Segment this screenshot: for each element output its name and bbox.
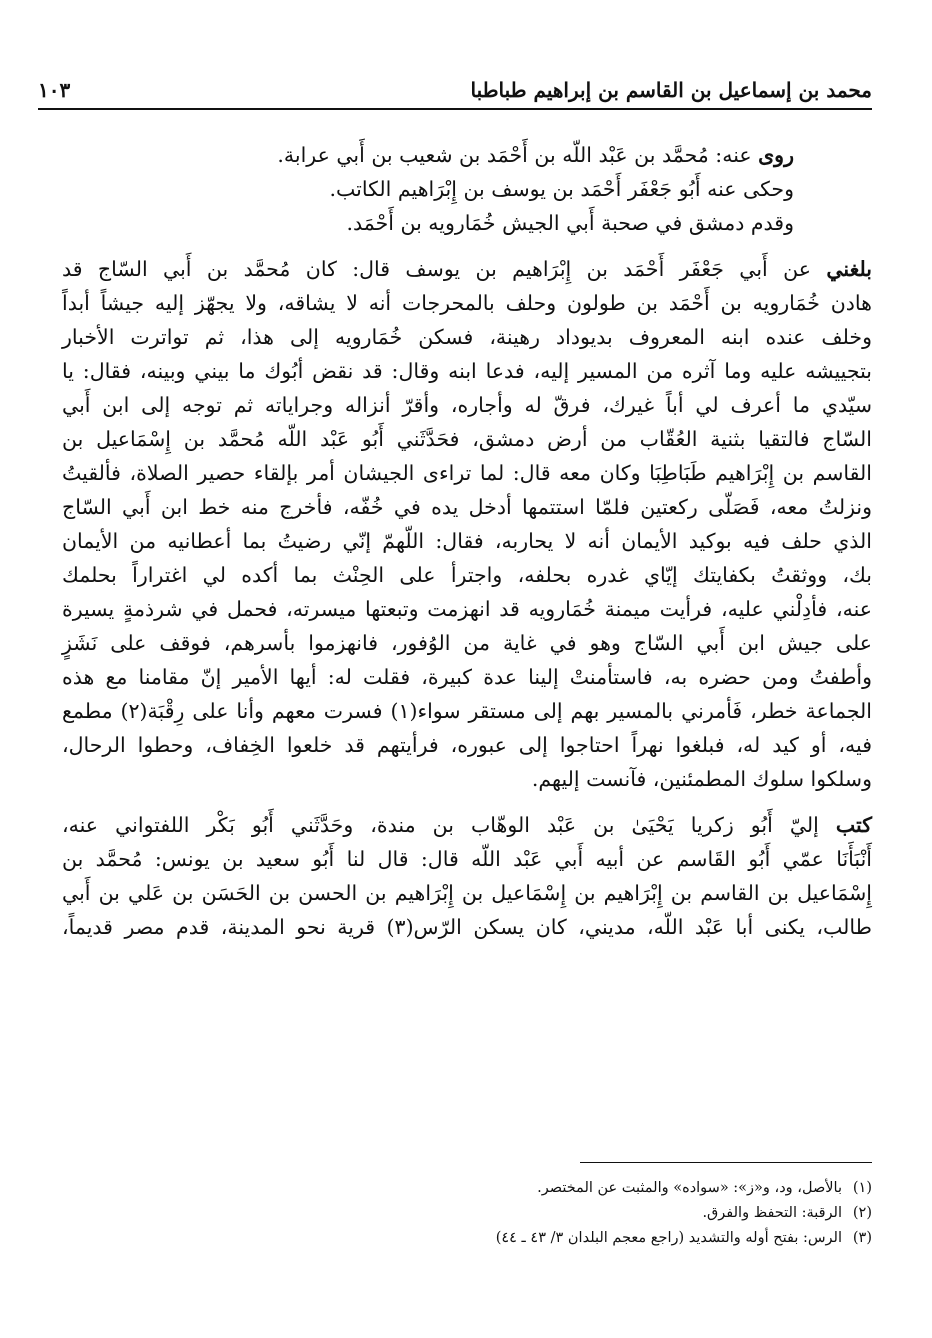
text-line: بك، ووثقتُ بكفايتك إيّاي غدره بحلفه، واجترأ على الحِنْث بما أكده لي اغتراراً بحلمك xyxy=(62,563,872,587)
footnote-number: (٣) xyxy=(852,1230,872,1246)
text-line: وسلكوا سلوك المطمئنين، فآنست إليهم. xyxy=(531,767,872,791)
running-title: محمد بن إسماعيل بن القاسم بن إبراهيم طباطبا xyxy=(470,78,872,102)
text-line: ونزلتُ معه، فَصَلّى ركعتين فلمّا استتمها أدخل يده في خُفّه، فأخرج منه خط ابن أَبي السّاج xyxy=(62,495,872,519)
text-line: السّاج فالتقيا بثنية العُقّاب من أرض دمشق، فحَدَّثَني أَبُو عَبْد اللّه مُحمَّد بن إِسْمَاعيل بن xyxy=(62,427,872,451)
page-header xyxy=(38,62,872,110)
footnotes xyxy=(340,1176,872,1251)
text-line: الذي حلف فيه بوكيد الأيمان أنه لا يحاربه، فقال: اللّهمّ إنّي رضيتُ بما أعطانيه من الأيمان xyxy=(62,529,872,553)
text-line: وأطفتُ ومن حضره به، فاستأمنتْ إلينا عدة كبيرة، فقلت له: أيها الأمير إنّ مقامنا مع هذه xyxy=(62,665,872,689)
text-line: بتجييشه عليه وما آثره من المسير إليه، فدعا ابنه وقال: قد نقض أبُوك ما بيني وبينه، فقال: يا xyxy=(62,359,872,383)
footnote-text: بالأصل، ود، و«ز»: «سواده» والمثبت عن المختصر. xyxy=(537,1180,842,1196)
text-line: هادن خُمَارويه بن أَحْمَد بن طولون وحلف بالمحرجات أنه لا يشاقه، ولا يجهّز إليه جيشاً أبداً xyxy=(62,291,872,315)
text-line: روى عنه: مُحمَّد بن عَبْد اللّه بن أَحْمَد بن شعيب بن أَبي عرابة. xyxy=(277,143,794,167)
text-line: وخلف عنده ابنه المعروف بديوداد رهينة، فسكن خُمَارويه إلى هذا، ثم تواترت الأخبار xyxy=(62,325,872,349)
paragraph-lead-word: بلغني xyxy=(826,257,872,281)
footnote-divider xyxy=(580,1162,872,1163)
text-line: كتب إليّ أَبُو زكريا يَحْيَىٰ بن عَبْد الوهّاب بن مندة، وحَدَّثَني أَبُو بَكْر اللفتواني عنه، xyxy=(62,813,872,837)
footnote-text: الرس: بفتح أوله والتشديد (راجع معجم البلدان ٣/ ٤٣ ـ ٤٤) xyxy=(495,1230,842,1246)
footnote-text: الرقبة: التحفظ والفرق. xyxy=(702,1205,842,1221)
text-line: عنه، فأدِلْني عليه، فرأيت ميمنة خُمَارويه قد انهزمت وتبعتها ميسرته، فحمل في شرذمةٍ يسيرة xyxy=(62,597,872,621)
page-body xyxy=(62,138,872,956)
text-line: طالب، يكنى أبا عَبْد اللّه، مديني، كان يسكن الرّس(٣) قرية نحو المدينة، قدم مصر قديماً، xyxy=(62,915,872,939)
text-line: إِسْمَاعيل بن القاسم بن إِبْرَاهيم بن إِسْمَاعيل بن إِبْرَاهيم بن الحسن بن الحَسَن بن عَلي بن أَبي xyxy=(62,881,872,905)
page-number: ١٠٣ xyxy=(38,78,71,102)
paragraph-biography xyxy=(62,808,872,944)
text-line: سيّدي ما أعرف لي أباً غيرك، فرقّ له وأجاره، وأقرّ أنزاله وجراياته ثم توجه إلى ابن أَبي xyxy=(62,393,872,417)
paragraph-narrators xyxy=(62,138,872,240)
text-line: وحكى عنه أَبُو جَعْفَر أَحْمَد بن يوسف بن إِبْرَاهيم الكاتب. xyxy=(329,177,794,201)
text-line: القاسم بن إِبْرَاهيم طَبَاطِبَا وكان معه قال: لما تراءى الجيشان أمر بإلقاء حصير الصلاة، فألقيتُ xyxy=(62,461,872,485)
footnote-item xyxy=(340,1226,872,1251)
footnote-number: (١) xyxy=(852,1180,872,1196)
paragraph-lead-word: كتب xyxy=(835,813,872,837)
text-line: على جيش ابن أَبي السّاج وهو في غاية من الوُفور، فانهزموا بأسرهم، فوقف على نَشَزٍ xyxy=(62,631,872,655)
paragraph-lead-word: روى xyxy=(758,143,794,167)
text-line: الجماعة خطر، فَأمرني بالمسير بهم إلى مستقر سواء(١) فسرت معهم وأنا على رِقْبَة(٢) مطمع xyxy=(62,699,872,723)
paragraph-battle-story xyxy=(62,252,872,796)
footnote-item xyxy=(340,1176,872,1201)
text-line: أَنْبَأَنَا عمّي أَبُو القَاسم عن أبيه أَبي عَبْد اللّه قال: قال لنا أَبُو سعيد بن يونس: مُحمَّد بن xyxy=(62,847,872,871)
text-line: فيه، أو كيد له، فبلغوا نهراً احتاجوا إلى عبوره، فرأيتهم قد خلعوا الخِفاف، وحطوا الرحال، xyxy=(62,733,872,757)
text-line: وقدم دمشق في صحبة أَبي الجيش خُمَارويه بن أَحْمَد. xyxy=(346,211,794,235)
text-line: بلغني عن أَبي جَعْفَر أَحْمَد بن إِبْرَاهيم بن يوسف قال: كان مُحمَّد بن أَبي السّاج قد xyxy=(62,257,872,281)
footnote-item xyxy=(340,1201,872,1226)
footnote-number: (٢) xyxy=(852,1205,872,1221)
